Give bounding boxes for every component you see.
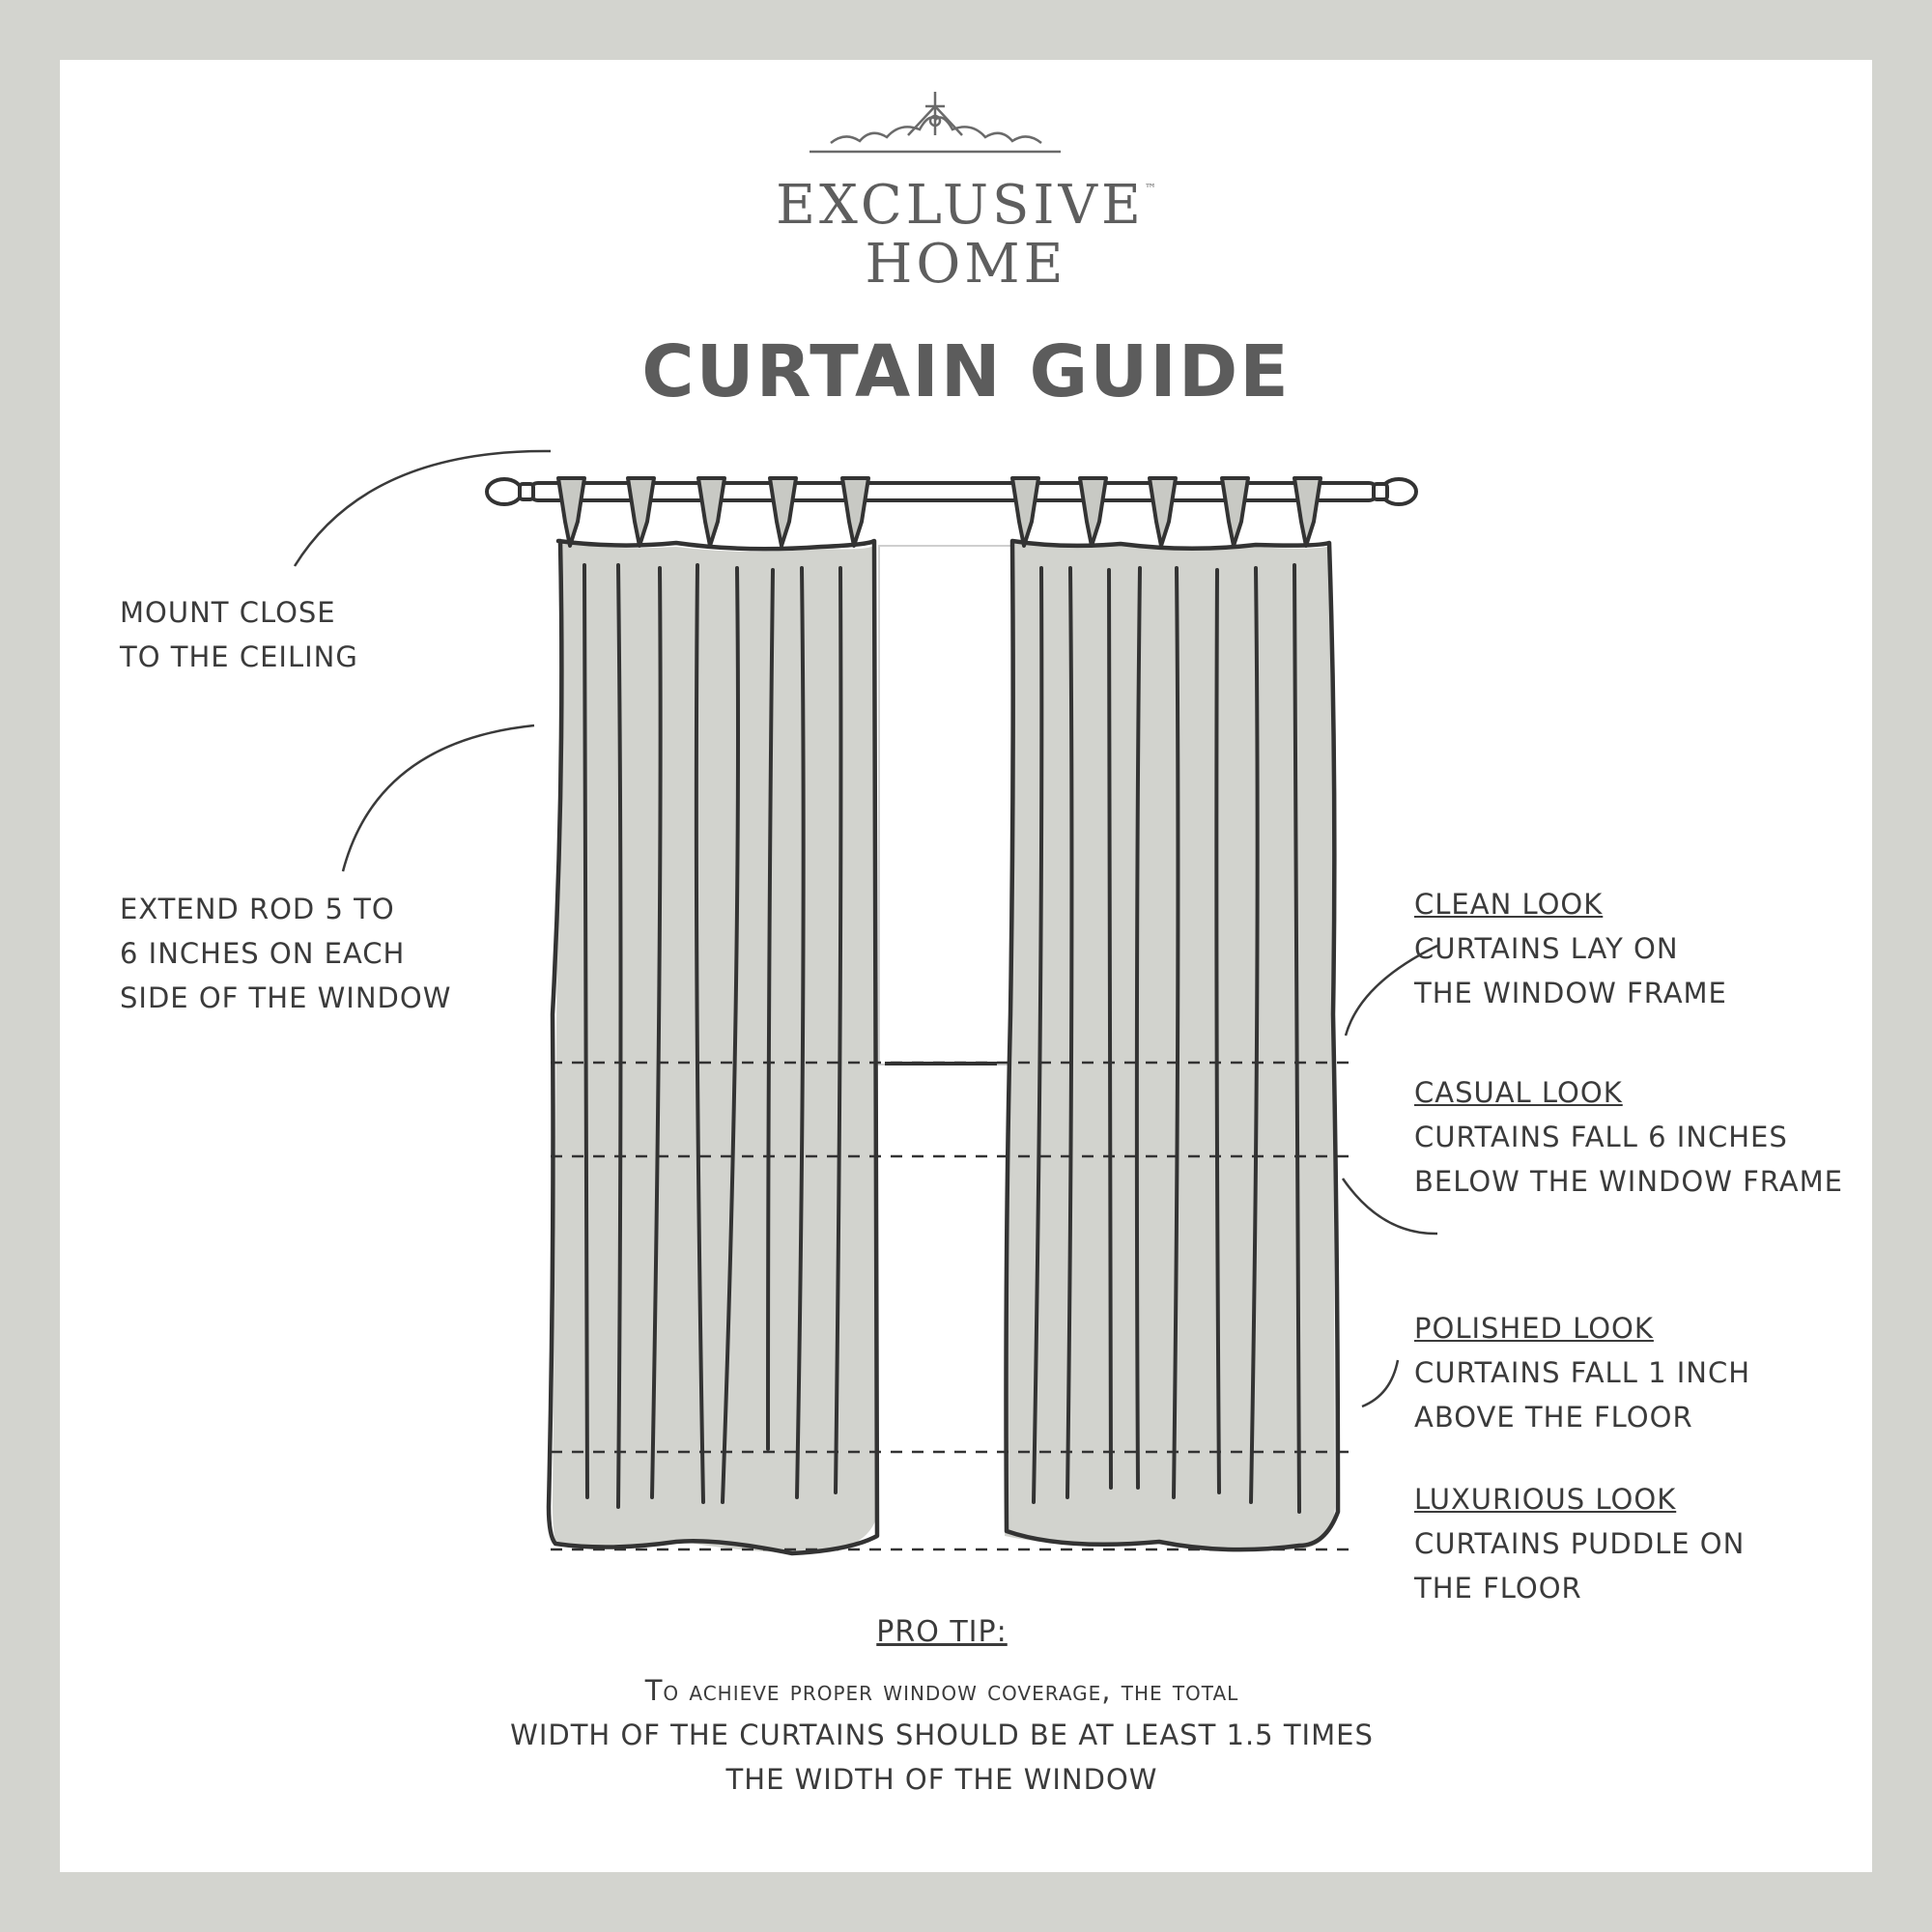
polished-look-line: CURTAINS FALL 1 INCH [1414, 1356, 1751, 1389]
pro-tip-line: To achieve proper window coverage, the total [644, 1674, 1239, 1707]
luxurious-look-heading: LUXURIOUS LOOK [1414, 1483, 1677, 1516]
left-curtain [549, 541, 879, 1553]
window-pane [879, 546, 1014, 1065]
extend-rod-note [120, 887, 451, 1020]
polished-look-note [1414, 1306, 1750, 1439]
luxurious-look-line: THE FLOOR [1414, 1572, 1582, 1605]
pro-tip-line: THE WIDTH OF THE WINDOW [725, 1763, 1158, 1796]
casual-look-heading: CASUAL LOOK [1414, 1076, 1623, 1109]
trademark-mark: ™ [1144, 182, 1156, 195]
extend-rod-line: SIDE OF THE WINDOW [120, 981, 452, 1014]
mount-note-line: TO THE CEILING [120, 640, 358, 673]
logo-ornament [810, 92, 1061, 152]
polished-look-heading: POLISHED LOOK [1414, 1312, 1654, 1345]
clean-look-note [1414, 882, 1727, 1015]
page-title: CURTAIN GUIDE [641, 330, 1291, 413]
clean-look-line: THE WINDOW FRAME [1414, 977, 1727, 1009]
extend-rod-line: 6 INCHES ON EACH [120, 937, 406, 970]
pro-tip-line: WIDTH OF THE CURTAINS SHOULD BE AT LEAST 1.5 TIMES [510, 1719, 1374, 1751]
mount-note [120, 590, 358, 679]
brand-name-line2: HOME [865, 233, 1067, 296]
casual-look-note [1414, 1070, 1843, 1204]
casual-look-line: BELOW THE WINDOW FRAME [1414, 1165, 1843, 1198]
pro-tip-heading: PRO TIP: [876, 1615, 1008, 1649]
brand-word: EXCLUSIVE [776, 174, 1145, 237]
extend-rod-line: EXTEND ROD 5 TO [120, 893, 395, 925]
luxurious-look-line: CURTAINS PUDDLE ON [1414, 1527, 1746, 1560]
polished-look-line: ABOVE THE FLOOR [1414, 1401, 1693, 1434]
luxurious-look-note [1414, 1477, 1745, 1610]
mount-note-line: MOUNT CLOSE [120, 596, 336, 629]
casual-look-line: CURTAINS FALL 6 INCHES [1414, 1121, 1788, 1153]
brand-name-line1 [0, 174, 1932, 237]
right-curtain [1005, 541, 1338, 1550]
clean-look-heading: CLEAN LOOK [1414, 888, 1604, 921]
pro-tip-body [0, 1668, 1884, 1802]
curtain-rod [487, 479, 1416, 504]
clean-look-line: CURTAINS LAY ON [1414, 932, 1679, 965]
